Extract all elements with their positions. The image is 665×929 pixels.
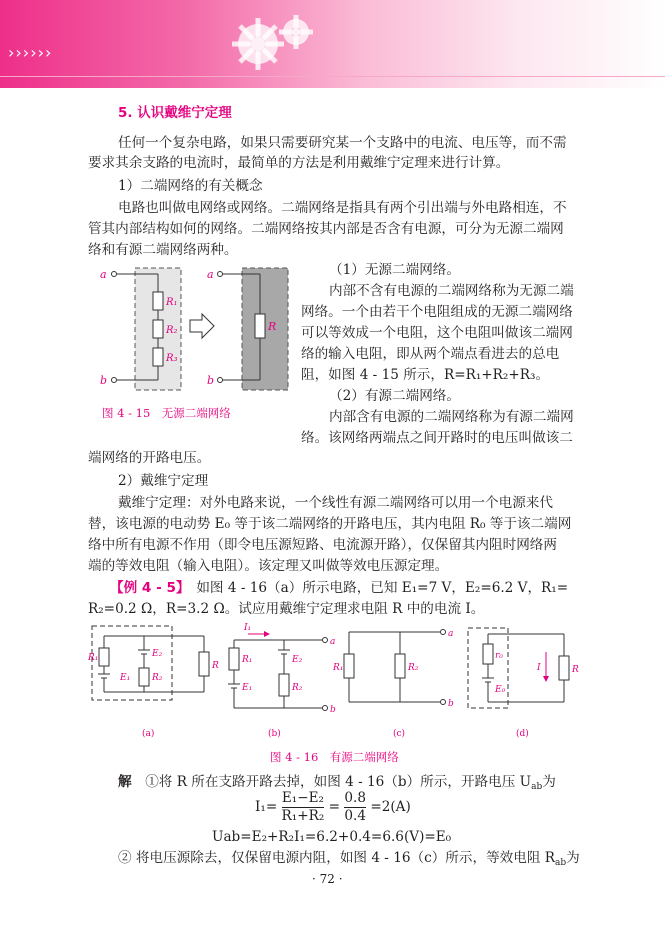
figure-caption: 图 4 - 15 无源二端网络 — [102, 406, 231, 420]
label-r1: R₁ — [166, 297, 178, 308]
header-banner — [0, 0, 665, 88]
circuit-a — [92, 626, 209, 700]
paragraph-line: 阻，如图 4 - 15 所示，R=R₁+R₂+R₃。 — [301, 367, 550, 383]
equation-1: I₁= $\frac{\text{E₁−E₂}}{\text{R₁+R₂}}$ = $\frac{0.8}{0.4}$ =2(A) — [255, 790, 411, 824]
label-r3: R₃ — [166, 353, 178, 364]
svg-text:E₁: E₁ — [120, 673, 131, 683]
paragraph-line: 网络。一个由若干个电阻组成的无源二端网络 — [301, 304, 573, 320]
svg-text:b: b — [330, 705, 336, 715]
circuit-b — [228, 631, 328, 711]
solution-line: ② 将电压源除去，仅保留电源内阻，如图 4 - 16（c）所示，等效电阻 $R_{ab}$为 — [118, 850, 580, 868]
terminal-a: a — [100, 268, 107, 281]
equation-2: Uab=E₂+R₂I₁=6.2+0.4=6.6(V)=E₀ — [212, 829, 452, 845]
paragraph-line: 内部不含有电源的二端网络称为无源二端 — [329, 283, 574, 299]
gears-icon — [218, 10, 328, 74]
paragraph-line: 任何一个复杂电路，如果只需要研究某一个支路中的电流、电压等，而不需 — [118, 135, 567, 151]
resistor-r1 — [153, 292, 163, 310]
resistor-r3 — [153, 348, 163, 366]
subheading: 2）戴维宁定理 — [118, 473, 209, 489]
solution-line: 解 ①将 R 所在支路开路去掉，如图 4 - 16（b）所示，开路电压 $U_{ab}$为 — [118, 774, 556, 792]
section-title: 5. 认识戴维宁定理 — [118, 105, 232, 121]
figure-caption: 图 4 - 16 有源二端网络 — [270, 750, 399, 764]
circuit-c — [344, 630, 446, 705]
chevron-icons: ›››››› — [8, 43, 53, 62]
svg-text:R₁: R₁ — [333, 663, 344, 673]
svg-text:R₁: R₁ — [88, 653, 99, 663]
svg-text:I: I — [537, 663, 541, 673]
paragraph-line: （1）无源二端网络。 — [329, 262, 460, 278]
svg-text:R₂: R₂ — [292, 683, 303, 693]
svg-text:R: R — [572, 665, 579, 675]
svg-text:R: R — [212, 661, 219, 671]
label-d: (d) — [516, 729, 529, 739]
label-b: (b) — [268, 729, 281, 739]
svg-text:R₂: R₂ — [408, 663, 419, 673]
example-line — [110, 579, 568, 597]
paragraph-line: （2）有源二端网络。 — [329, 388, 460, 404]
paragraph-line: 络。该网络两端点之间开路时的电压叫做该二 — [301, 430, 573, 446]
paragraph-line: 可以等效成一个电阻，这个电阻叫做该二端网 — [301, 325, 573, 341]
paragraph-line: 电路也叫做电网络或网络。二端网络是指具有两个引出端与外电路相连，不 — [118, 200, 567, 216]
svg-text:R₂: R₂ — [152, 673, 163, 683]
svg-text:R₁: R₁ — [242, 655, 253, 665]
label-a: (a) — [142, 729, 155, 739]
paragraph-line: 替，该电源的电动势 E₀ 等于该二端网络的开路电压，其内电阻 R₀ 等于该二端网 — [88, 516, 572, 532]
paragraph-line: 络中所有电源不作用（即令电压源短路、电流源开路），仅保留其内阻时网络两 — [88, 537, 557, 553]
svg-text:a: a — [330, 637, 336, 647]
example-text: 如图 4 - 16（a）所示电路，已知 E₁=7 V，E₂=6.2 V，R₁= — [182, 580, 569, 596]
svg-text:b: b — [207, 374, 215, 387]
paragraph-line: 端的等效电阻（输入电阻）。该定理又叫做等效电压源定理。 — [88, 558, 449, 574]
figure-4-15 — [90, 262, 315, 402]
figure-4-16 — [84, 618, 584, 740]
svg-text:E₂: E₂ — [292, 655, 303, 665]
paragraph-line: 戴维宁定理：对外电路来说，一个线性有源二端网络可以用一个电源来代 — [118, 495, 553, 511]
solution-tag: 解 — [118, 774, 132, 790]
svg-text:E₂: E₂ — [152, 649, 163, 659]
paragraph-line: 络的输入电阻，即从两个端点看进去的总电 — [301, 346, 560, 362]
page-number: · 72 · — [312, 872, 343, 886]
paragraph-line: 端网络的开路电压。 — [88, 450, 211, 466]
example-line: R₂=0.2 Ω，R=3.2 Ω。试应用戴维宁定理求电阻 R 中的电流 I。 — [88, 601, 485, 617]
svg-text:a: a — [207, 268, 214, 281]
resistor-r — [255, 314, 265, 338]
paragraph-line: 内部含有电源的二端网络称为有源二端网 — [329, 409, 574, 425]
svg-text:E₁: E₁ — [242, 683, 253, 693]
circuit-d — [468, 628, 569, 708]
svg-text:I₁: I₁ — [244, 623, 252, 633]
svg-text:a: a — [448, 629, 454, 639]
label-r2: R₂ — [166, 325, 178, 336]
subheading: 1）二端网络的有关概念 — [118, 178, 263, 194]
paragraph-line: 要求其余支路的电流时，最简单的方法是利用戴维宁定理来进行计算。 — [88, 155, 510, 171]
label-c: (c) — [393, 729, 406, 739]
resistor-r2 — [153, 320, 163, 338]
paragraph-line: 管其内部结构如何的网络。二端网络按其内部是否含有电源，可分为无源二端网 — [88, 221, 564, 237]
label-r: R — [268, 320, 277, 333]
right-arrow-icon — [190, 314, 214, 338]
svg-text:r₀: r₀ — [495, 651, 503, 661]
svg-text:b: b — [448, 699, 454, 709]
paragraph-line: 络和有源二端网络两种。 — [88, 242, 238, 258]
svg-text:E₀: E₀ — [495, 685, 506, 695]
header-rule — [0, 76, 665, 77]
terminal-b: b — [100, 374, 108, 387]
example-tag: 【例 4 - 5】 — [110, 580, 183, 596]
